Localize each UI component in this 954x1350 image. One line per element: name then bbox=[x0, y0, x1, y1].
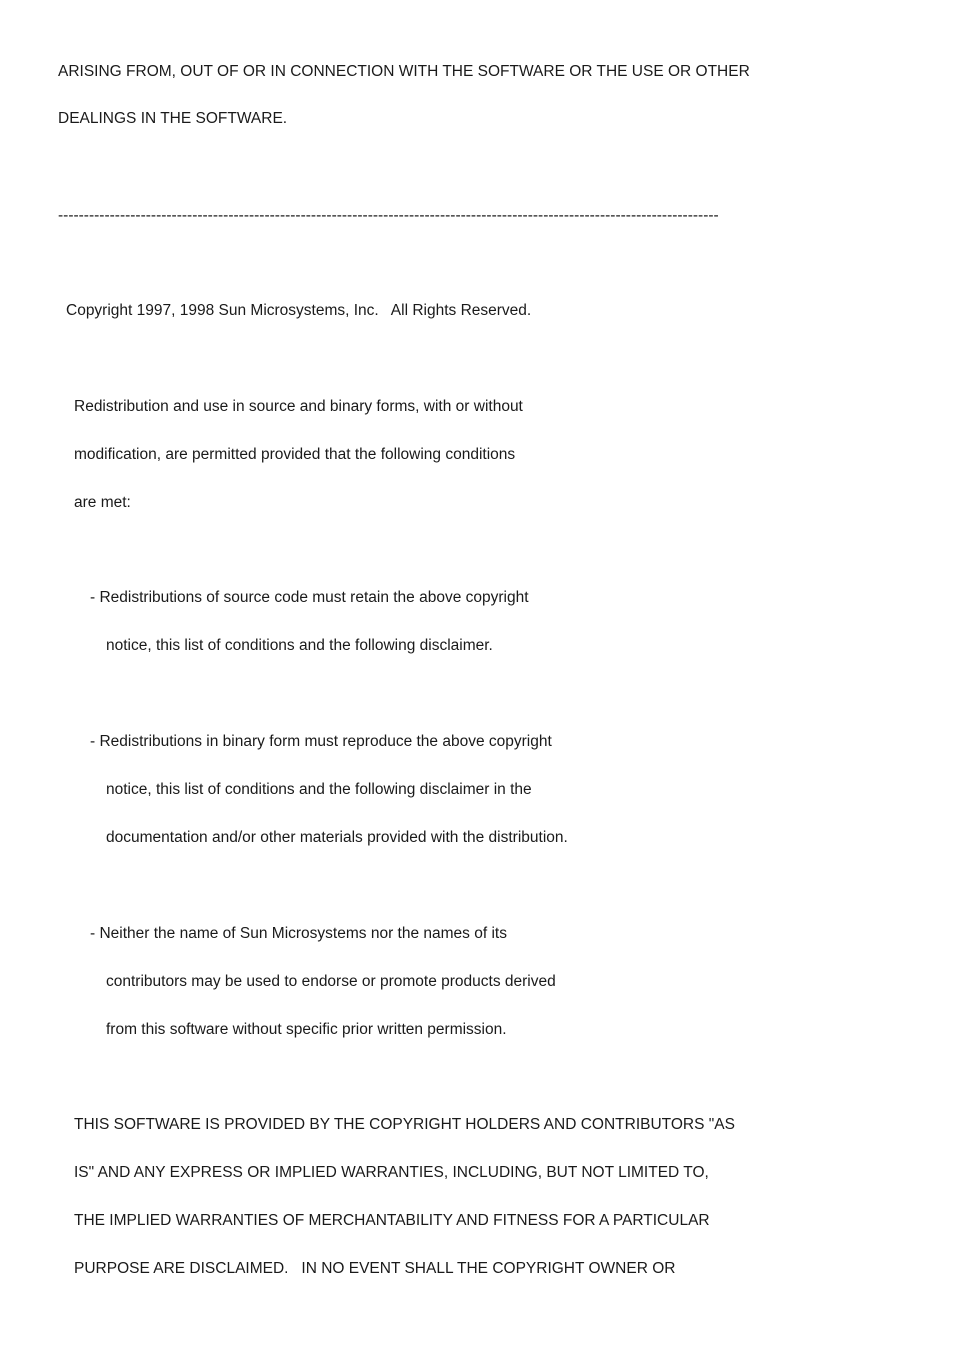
text-line: Redistribution and use in source and binary forms, with or without bbox=[74, 398, 523, 415]
condition-item: - Redistributions of source code must retain the above copyright bbox=[90, 589, 529, 606]
text-line: notice, this list of conditions and the following disclaimer. bbox=[106, 637, 493, 654]
disclaimer-line: PURPOSE ARE DISCLAIMED. IN NO EVENT SHALL THE COPYRIGHT OWNER OR bbox=[74, 1260, 676, 1277]
text-line: DEALINGS IN THE SOFTWARE. bbox=[58, 110, 288, 127]
text-line: contributors may be used to endorse or promote products derived bbox=[106, 973, 556, 990]
condition-item: - Redistributions in binary form must reproduce the above copyright bbox=[90, 733, 552, 750]
text-line: notice, this list of conditions and the following disclaimer in the bbox=[106, 781, 532, 798]
text-line: are met: bbox=[74, 494, 131, 511]
separator-line: -------------------------------------------------------------------------------------------------------------------------------- bbox=[58, 207, 719, 224]
condition-item: - Neither the name of Sun Microsystems nor the names of its bbox=[90, 925, 507, 942]
disclaimer-line: IS" AND ANY EXPRESS OR IMPLIED WARRANTIES, INCLUDING, BUT NOT LIMITED TO, bbox=[74, 1164, 709, 1181]
text-line: ARISING FROM, OUT OF OR IN CONNECTION WITH THE SOFTWARE OR THE USE OR OTHER bbox=[58, 63, 750, 80]
text-line: documentation and/or other materials provided with the distribution. bbox=[106, 829, 568, 846]
copyright-line: Copyright 1997, 1998 Sun Microsystems, Inc. All Rights Reserved. bbox=[66, 302, 532, 319]
disclaimer-line: THIS SOFTWARE IS PROVIDED BY THE COPYRIGHT HOLDERS AND CONTRIBUTORS "AS bbox=[74, 1116, 735, 1133]
text-line: from this software without specific prior written permission. bbox=[106, 1021, 507, 1038]
text-line: modification, are permitted provided that the following conditions bbox=[74, 446, 516, 463]
disclaimer-line: THE IMPLIED WARRANTIES OF MERCHANTABILITY AND FITNESS FOR A PARTICULAR bbox=[74, 1212, 710, 1229]
